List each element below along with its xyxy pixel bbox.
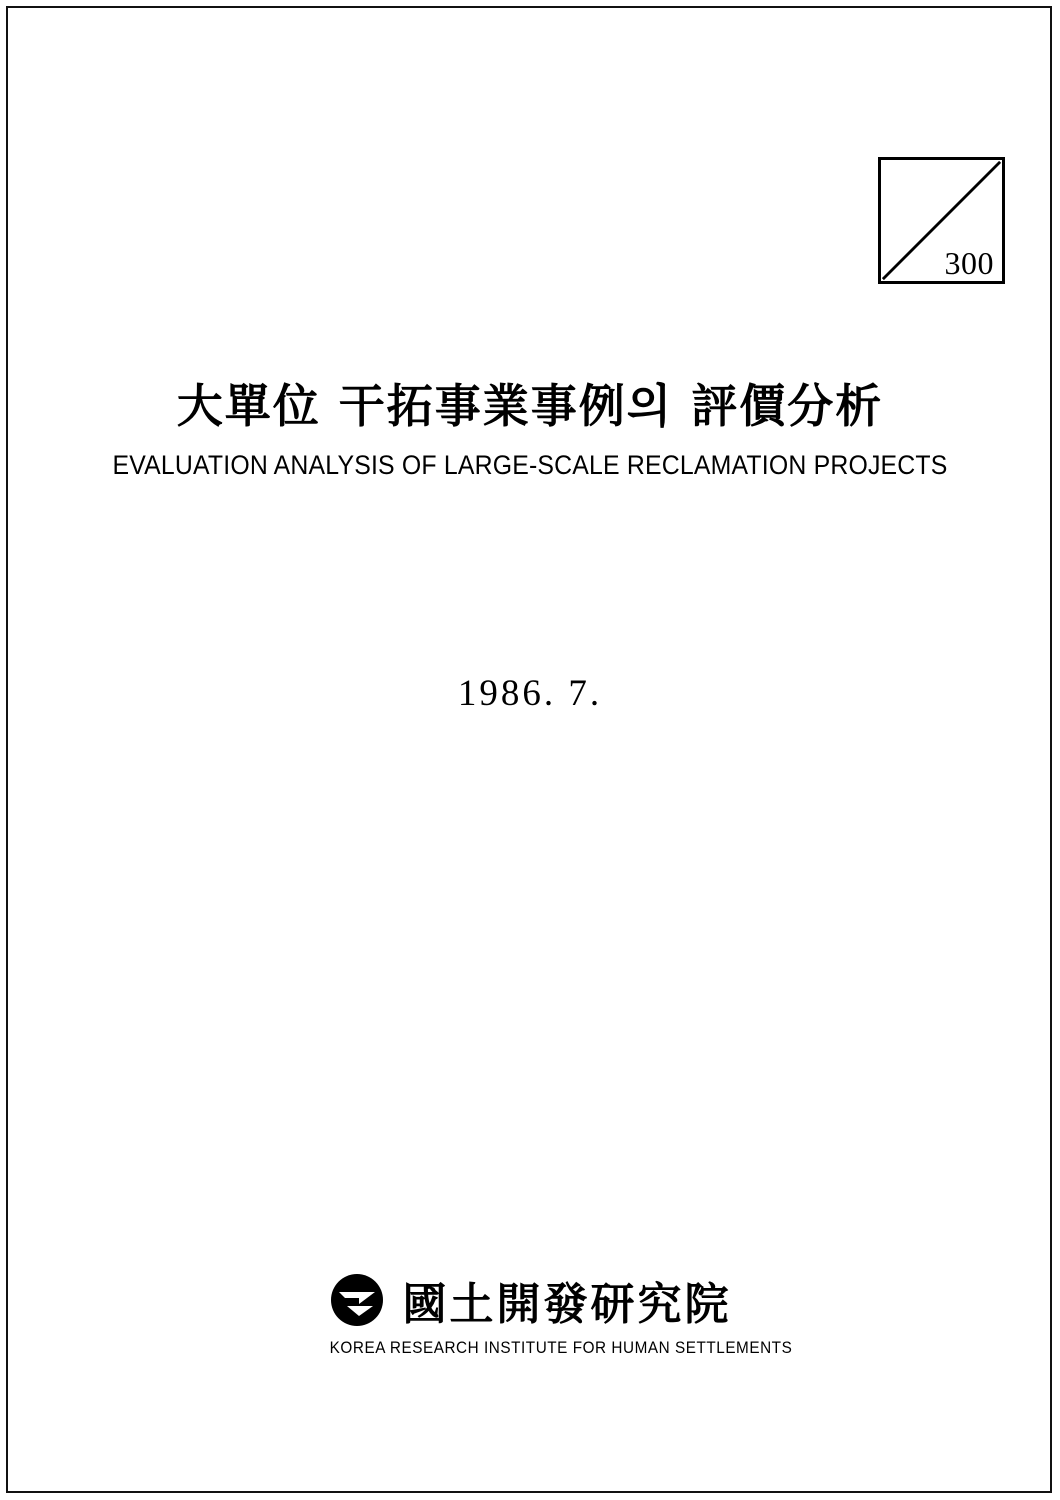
publisher-block — [0, 1268, 1060, 1358]
publisher-row — [0, 1268, 1060, 1332]
page-title-korean: 大單位 干拓事業事例의 評價分析 — [176, 379, 884, 433]
publisher-name-english: KOREA RESEARCH INSTITUTE FOR HUMAN SETTLEMENTS — [329, 1338, 793, 1357]
publisher-name-korean: 國土開發研究院 — [402, 1279, 732, 1330]
publication-date: 1986. 7. — [457, 673, 603, 714]
institute-logo-icon — [329, 1272, 385, 1328]
call-number-value: 300 — [944, 245, 994, 281]
page-title-english: EVALUATION ANALYSIS OF LARGE-SCALE RECLAMATION PROJECTS — [112, 450, 948, 480]
call-number-box — [878, 157, 1005, 284]
